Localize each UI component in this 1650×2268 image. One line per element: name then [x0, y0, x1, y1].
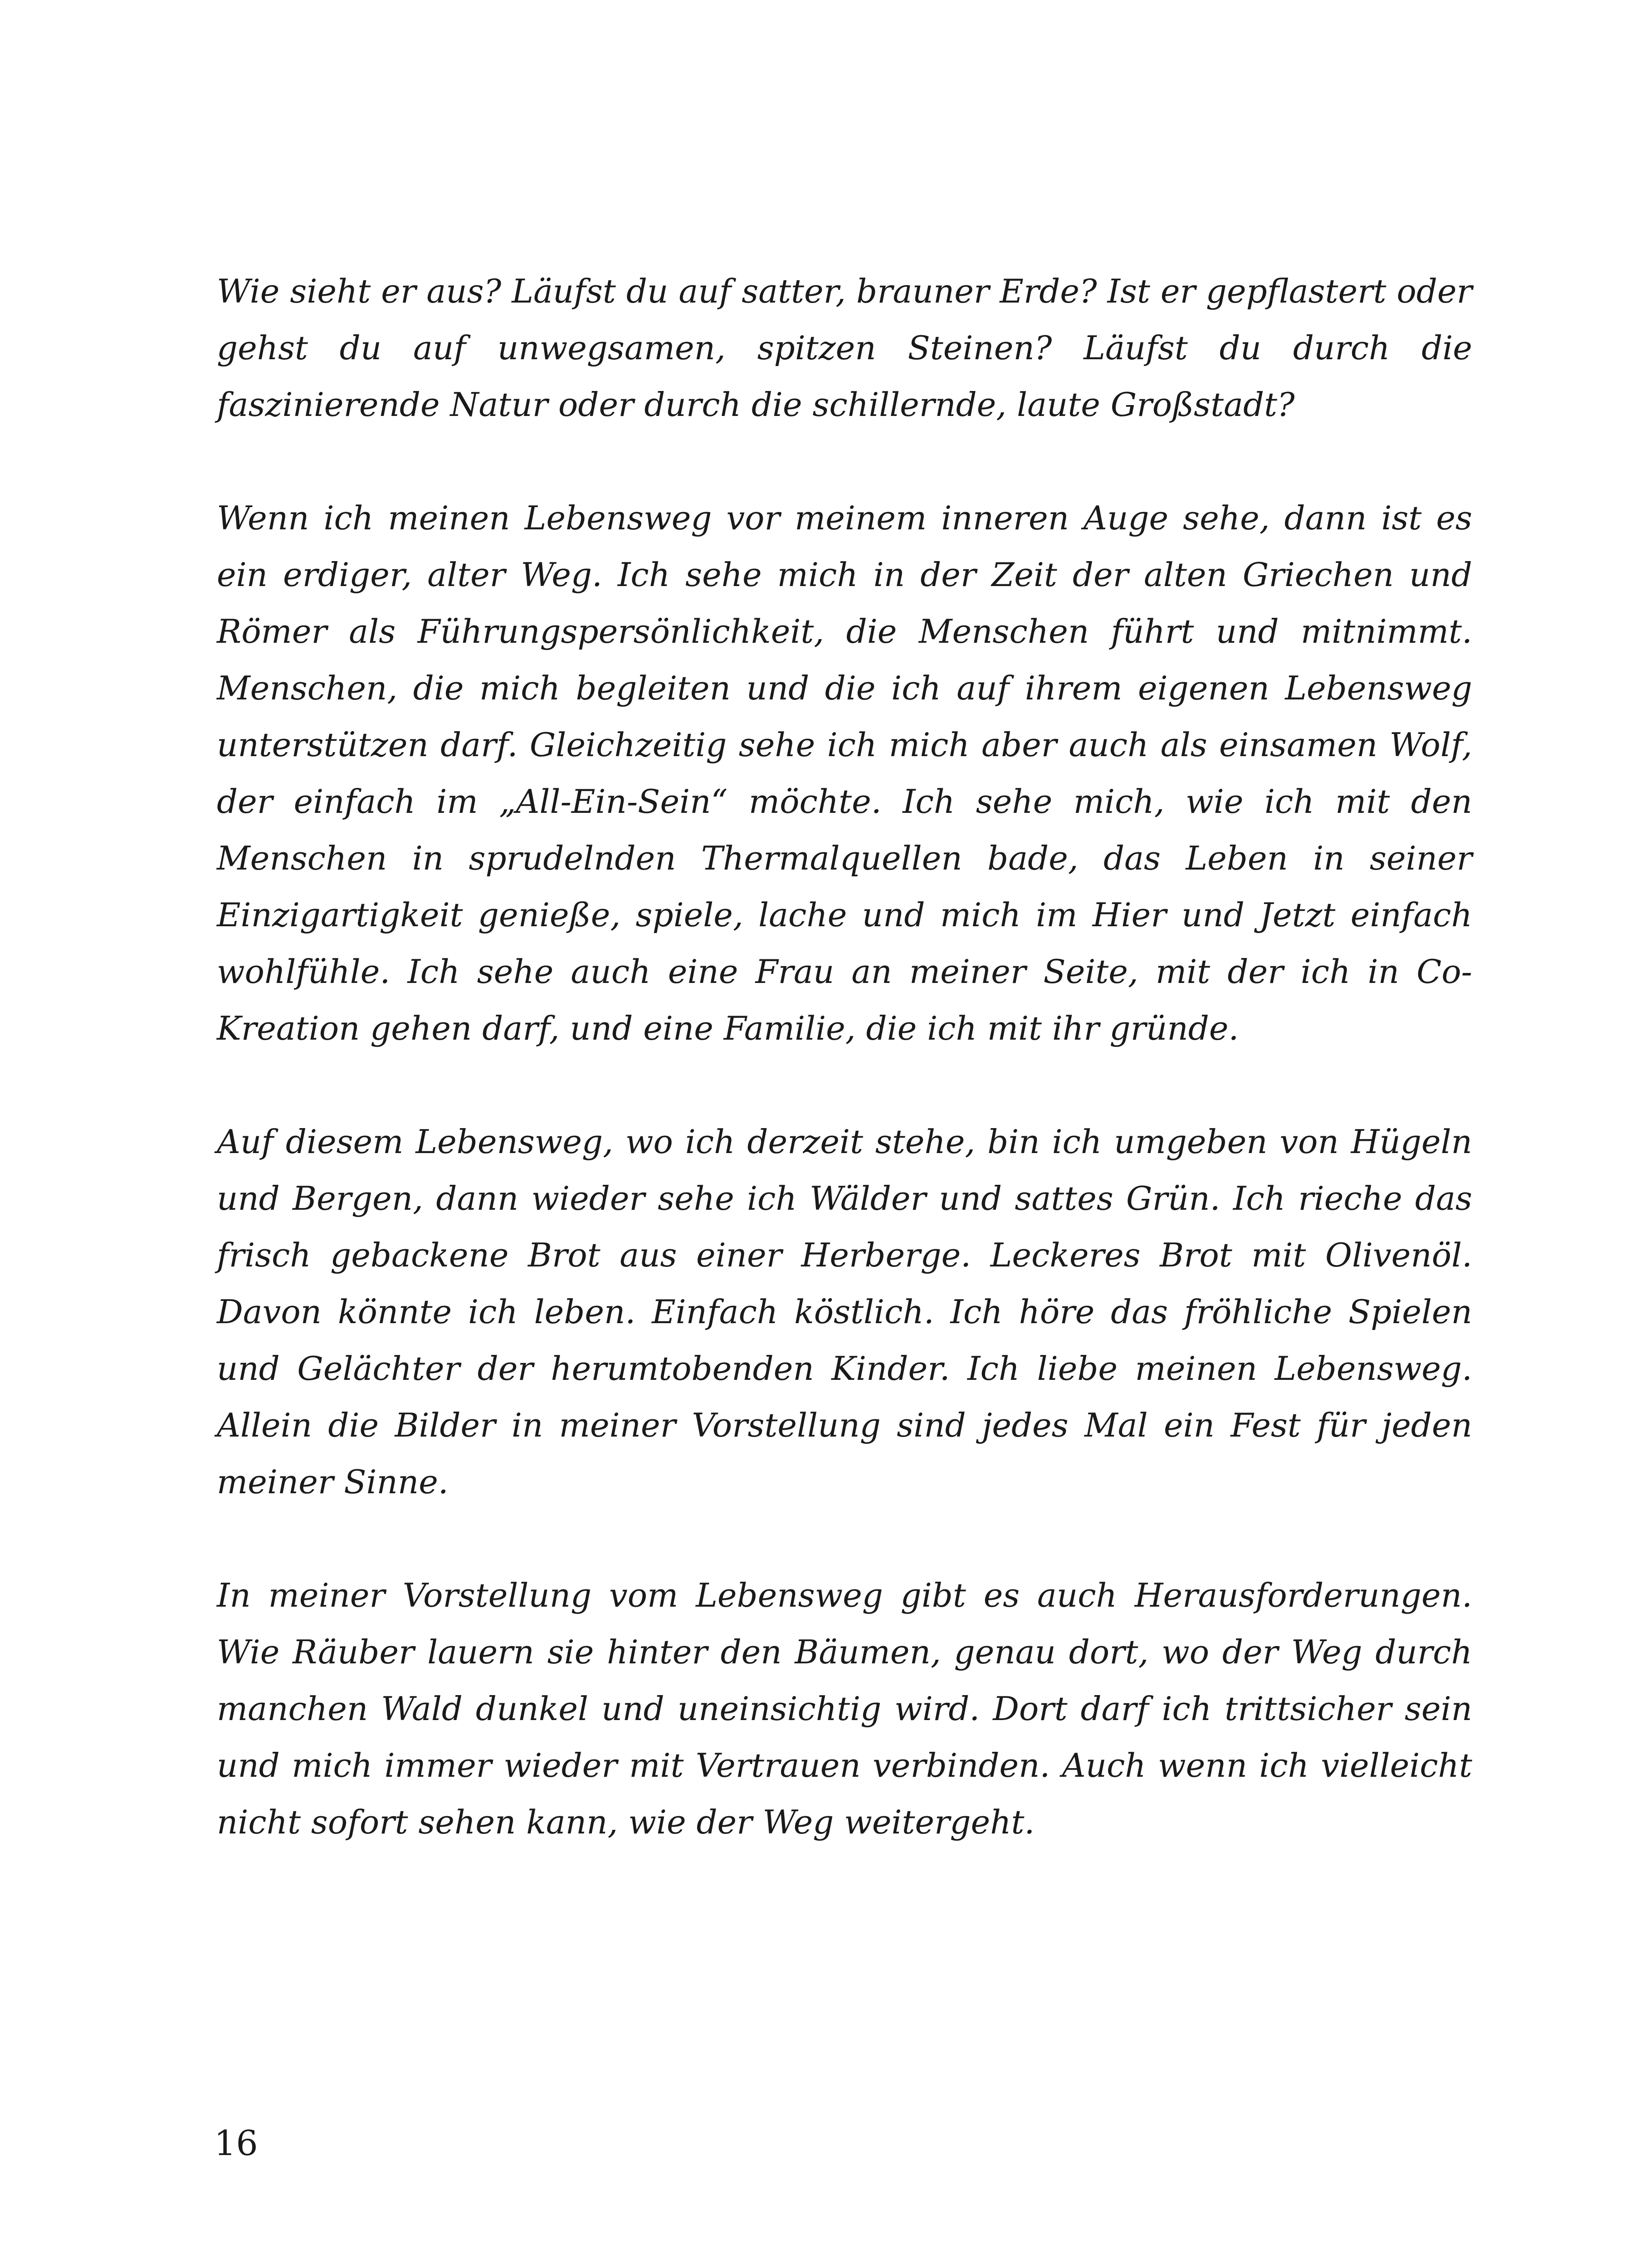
- paragraph-1: Wie sieht er aus? Läufst du auf satter, brauner Erde? Ist er gepflastert oder gehst du auf unwegsamen, spitzen Steinen? Läufst du durch die faszinierende Natur oder durch die schillernde, laute Großstadt?: [217, 272, 1472, 424]
- page-number: 16: [214, 2123, 258, 2163]
- paragraph-2: Wenn ich meinen Lebensweg vor meinem inneren Auge sehe, dann ist es ein erdiger, alter Weg. Ich sehe mich in der Zeit der alten Griechen und Römer als Führungspersönlichkeit, die Menschen führt und mitnimmt. Menschen, die mich begleiten und die ich auf ihrem eigenen Lebensweg unterstützen darf. Gleichzeitig sehe ich mich aber auch als einsamen Wolf, der einfach im „All-Ein-Sein“ möchte. Ich sehe mich, wie ich mit den Menschen in sprudelnden Thermalquellen bade, das Leben in seiner Einzigartigkeit genieße, spiele, lache und mich im Hier und Jetzt einfach wohlfühle. Ich sehe auch eine Frau an meiner Seite, mit der ich in Co-Kreation gehen darf, und eine Familie, die ich mit ihr gründe.: [217, 499, 1472, 1047]
- paragraph-3: Auf diesem Lebensweg, wo ich derzeit stehe, bin ich umgeben von Hügeln und Bergen, dann wieder sehe ich Wälder und sattes Grün. Ich rieche das frisch gebackene Brot aus einer Herberge. Leckeres Brot mit Olivenöl. Davon könnte ich leben. Einfach köstlich. Ich höre das fröhliche Spielen und Gelächter der herumtobenden Kinder. Ich liebe meinen Lebensweg. Allein die Bilder in meiner Vorstellung sind jedes Mal ein Fest für jeden meiner Sinne.: [217, 1123, 1472, 1501]
- paragraph-4: In meiner Vorstellung vom Lebensweg gibt es auch Herausforderungen. Wie Räuber lauern sie hinter den Bäumen, genau dort, wo der Weg durch manchen Wald dunkel und uneinsichtig wird. Dort darf ich trittsicher sein und mich immer wieder mit Vertrauen verbinden. Auch wenn ich vielleicht nicht sofort sehen kann, wie der Weg weitergeht.: [217, 1576, 1472, 1841]
- body-text: [217, 263, 1472, 1851]
